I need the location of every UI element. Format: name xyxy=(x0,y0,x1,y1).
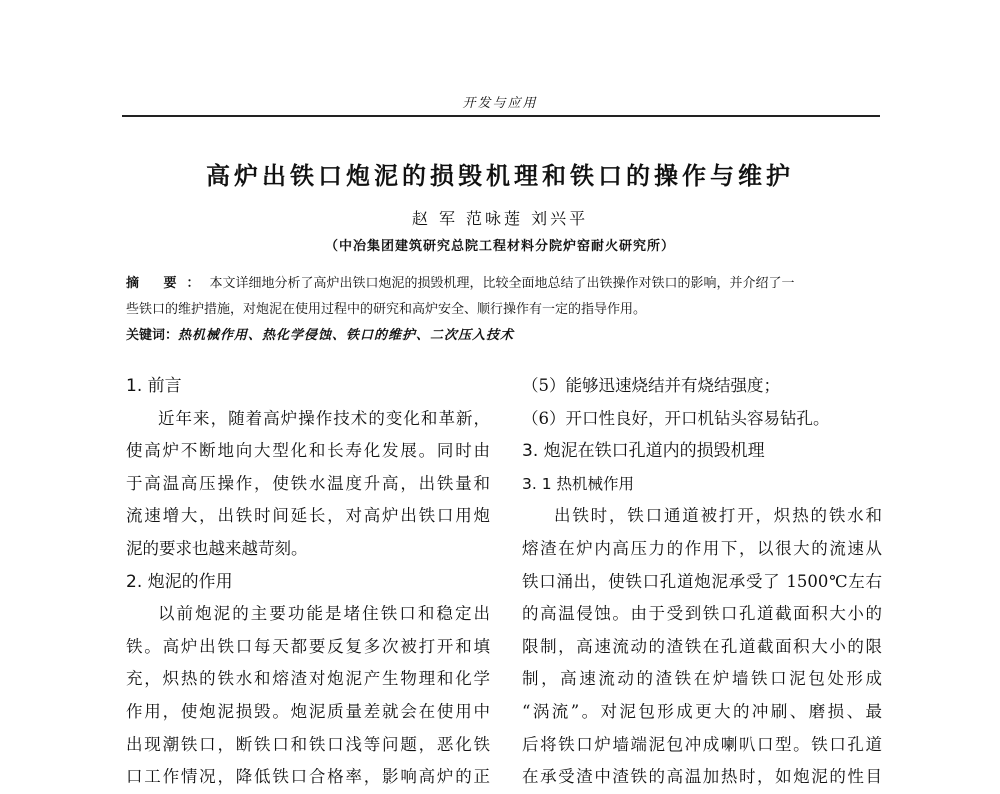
running-head: 开发与应用 xyxy=(462,96,538,111)
body-line: 铁。高炉出铁口每天都要反复多次被打开和填 xyxy=(126,636,490,656)
abstract-label: 摘 要： xyxy=(126,276,210,291)
body-line: 后将铁口炉墙端泥包冲成喇叭口型。铁口孔道 xyxy=(522,734,882,754)
body-line: 铁口涌出，使铁口孔道炮泥承受了 1500℃左右 xyxy=(522,571,882,591)
body-line: 的高温侵蚀。由于受到铁口孔道截面积大小的 xyxy=(522,604,882,624)
body-line: 近年来，随着高炉操作技术的变化和革新， xyxy=(158,408,490,428)
body-line: 流速增大，出铁时间延长，对高炉出铁口用炮 xyxy=(126,506,490,526)
body-line: 作用，使炮泥损毁。炮泥质量差就会在使用中 xyxy=(126,701,490,721)
body-line: 出现潮铁口，断铁口和铁口浅等问题，恶化铁 xyxy=(126,734,490,754)
article-affiliation: （中冶集团建筑研究总院工程材料分院炉窑耐火研究所） xyxy=(324,239,675,254)
section-heading-intro: 1. 前言 xyxy=(126,376,182,396)
keywords-line xyxy=(126,324,880,343)
body-line: 熔渣在炉内高压力的作用下，以很大的流速从 xyxy=(522,538,882,558)
body-column-left xyxy=(126,370,490,794)
section-heading-mechanism: 3. 炮泥在铁口孔道内的损毁机理 xyxy=(522,441,765,462)
body-line: 在承受渣中渣铁的高温加热时，如炮泥的性目 xyxy=(522,767,882,787)
body-line: 制，高速流动的渣铁在炉墙铁口泥包处形成 xyxy=(522,669,882,689)
body-line: 以前炮泥的主要功能是堵住铁口和稳定出 xyxy=(158,604,490,624)
list-item: （6）开口性良好，开口机钻头容易钻孔。 xyxy=(522,408,830,428)
keywords-text: 热机械作用、热化学侵蚀、铁口的维护、二次压入技术 xyxy=(178,328,515,343)
body-line: 充，炽热的铁水和熔渣对炮泥产生物理和化学 xyxy=(126,669,490,689)
header-rule xyxy=(122,115,880,117)
keywords-label: 关键词： xyxy=(126,328,179,343)
body-line: 于高温高压操作，使铁水温度升高，出铁量和 xyxy=(126,473,490,493)
body-line: 限制，高速流动的渣铁在孔道截面积大小的限 xyxy=(522,636,882,656)
article-title: 高炉出铁口炮泥的损毁机理和铁口的操作与维护 xyxy=(206,161,794,190)
subsection-heading-thermomechanical: 3. 1 热机械作用 xyxy=(522,474,635,493)
abstract-text-1: 本文详细地分析了高炉出铁口炮泥的损毁机理，比较全面地总结了出铁操作对铁口的影响，并介绍了一 xyxy=(209,276,795,291)
abstract-line-1 xyxy=(126,272,880,291)
abstract-line-2 xyxy=(126,298,880,317)
body-line: 出铁时，铁口通道被打开，炽热的铁水和 xyxy=(554,506,882,526)
abstract-text-2: 些铁口的维护措施，对炮泥在使用过程中的研究和高炉安全、顺行操作有一定的指导作用。 xyxy=(126,302,647,317)
article-authors: 赵 军 范咏莲 刘兴平 xyxy=(411,209,589,228)
body-line: 使高炉不断地向大型化和长寿化发展。同时由 xyxy=(126,441,490,461)
body-line: 泥的要求也越来越苛刻。 xyxy=(126,538,308,558)
body-line: “涡流”。对泥包形成更大的冲刷、磨损、最 xyxy=(522,701,882,721)
body-column-right xyxy=(522,370,882,794)
body-line: 口工作情况，降低铁口合格率，影响高炉的正 xyxy=(126,767,490,787)
list-item: （5）能够迅速烧结并有烧结强度； xyxy=(522,376,780,395)
section-heading-role: 2. 炮泥的作用 xyxy=(126,571,233,592)
